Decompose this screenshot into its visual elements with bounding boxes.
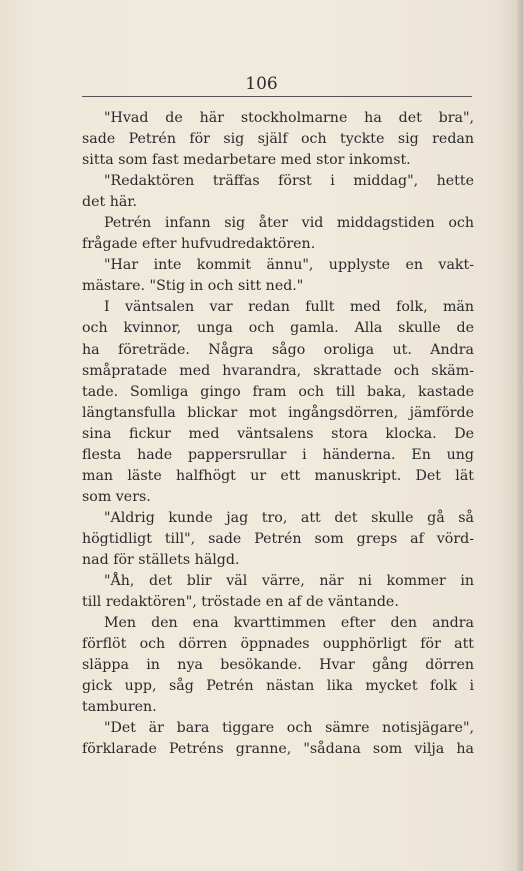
text-line: längtansfulla blickar mot ingångsdörren, jämförde bbox=[82, 404, 474, 421]
text-line: flesta hade pappersrullar i händerna. En ung bbox=[82, 446, 474, 463]
text-line: sade Petrén för sig själf och tyckte sig redan bbox=[82, 131, 474, 148]
text-line: sina fickur med väntsalens stora klocka. De bbox=[82, 425, 474, 442]
text-line: frågade efter hufvudredaktören. bbox=[82, 236, 316, 253]
text-line: man läste halfhögt ur ett manuskript. Det lät bbox=[82, 467, 474, 484]
text-line: som vers. bbox=[82, 488, 151, 505]
text-line: I väntsalen var redan fullt med folk, män bbox=[104, 299, 474, 316]
text-line: "Åh, det blir väl värre, när ni kommer in bbox=[104, 573, 474, 590]
text-line: ha företräde. Några sågo oroliga ut. Andra bbox=[82, 341, 474, 358]
text-line: mästare. "Stig in och sitt ned." bbox=[82, 278, 304, 295]
body-text bbox=[82, 108, 474, 760]
page-number: 106 bbox=[245, 74, 278, 94]
text-line: till redaktören", tröstade en af de väntande. bbox=[82, 594, 399, 611]
text-line: "Har inte kommit ännu", upplyste en vakt- bbox=[104, 257, 474, 274]
text-line: "Det är bara tiggare och sämre notisjägare", bbox=[104, 720, 474, 737]
text-line: "Redaktören träffas först i middag", hette bbox=[104, 173, 474, 190]
text-line: förflöt och dörren öppnades oupphörligt för att bbox=[82, 636, 474, 653]
text-line: släppa in nya besökande. Hvar gång dörren bbox=[82, 657, 474, 674]
text-line: Men den ena kvarttimmen efter den andra bbox=[104, 615, 474, 632]
text-line: småpratade med hvarandra, skrattade och skäm- bbox=[82, 362, 474, 379]
text-line: högtidligt till", sade Petrén som greps af vörd- bbox=[82, 530, 474, 547]
text-line: tade. Somliga gingo fram och till baka, kastade bbox=[82, 383, 474, 400]
text-line: och kvinnor, unga och gamla. Alla skulle de bbox=[82, 320, 474, 337]
text-line: det här. bbox=[82, 194, 138, 211]
text-line: förklarade Petréns granne, "sådana som vilja ha bbox=[82, 741, 474, 758]
text-line: gick upp, såg Petrén nästan lika mycket folk i bbox=[82, 678, 474, 695]
header-rule bbox=[82, 96, 472, 97]
text-line: tamburen. bbox=[82, 699, 157, 716]
text-line: nad för ställets hälgd. bbox=[82, 551, 240, 568]
text-line: sitta som fast medarbetare med stor inkomst. bbox=[82, 152, 411, 169]
page-edge bbox=[517, 0, 523, 871]
text-line: "Hvad de här stockholmarne ha det bra", bbox=[104, 110, 474, 126]
text-line: "Aldrig kunde jag tro, att det skulle gå så bbox=[104, 509, 474, 526]
text-line: Petrén infann sig åter vid middagstiden och bbox=[104, 215, 474, 232]
